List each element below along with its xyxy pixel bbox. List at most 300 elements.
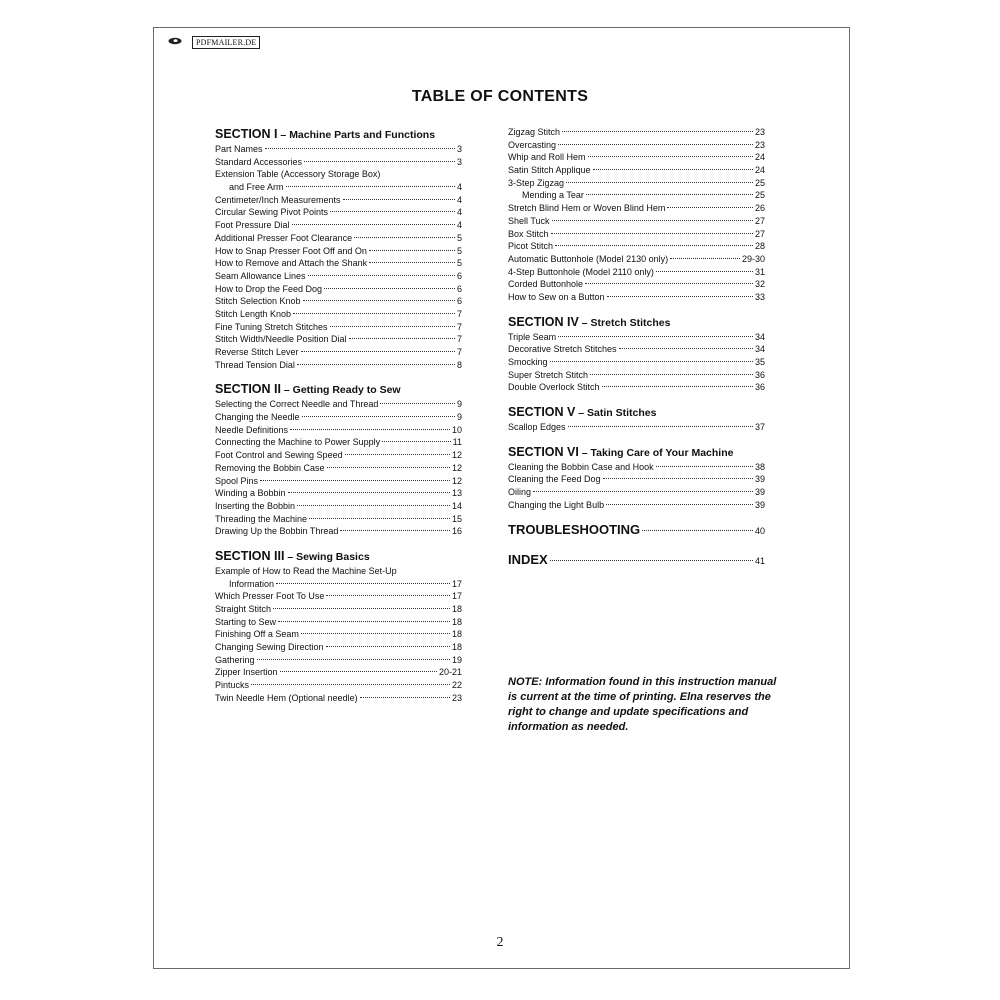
toc-entry [508,202,765,215]
toc-entry [215,462,462,475]
entry-page: 6 [456,296,462,307]
toc-entry [215,168,462,181]
toc-entry [508,343,765,356]
toc-entries [508,421,765,434]
dot-leader [382,441,451,442]
entry-label: Extension Table (Accessory Storage Box) [215,169,381,180]
dot-leader [301,351,455,352]
dot-leader [257,659,450,660]
entry-page: 25 [754,177,765,188]
dot-leader [550,361,753,362]
entry-page: 9 [456,412,462,423]
entry-page: 9 [456,399,462,410]
entry-page: 34 [754,331,765,342]
entry-label: Scallop Edges [508,422,566,433]
section-spacer [508,434,765,444]
section-title: SECTION VI [508,444,579,459]
entry-page: 36 [754,382,765,393]
entry-page: 13 [451,488,462,499]
page-title: TABLE OF CONTENTS [411,88,589,105]
dot-leader [309,518,450,519]
toc-entry [215,219,462,232]
entry-page: 20-21 [438,667,462,678]
entry-label: Twin Needle Hem (Optional needle) [215,692,358,703]
entry-label: Mending a Tear [522,190,584,201]
dot-leader [562,131,753,132]
toc-entry [215,411,462,424]
section-title: SECTION V [508,405,576,420]
dot-leader [558,336,753,337]
dot-leader [330,211,455,212]
section-heading [215,548,462,565]
toc-entry [215,359,462,372]
entry-label: Starting to Sew [215,616,277,627]
toc-entry [215,333,462,346]
dot-leader [380,403,455,404]
dot-leader [642,530,753,531]
toc-section [508,314,765,394]
pdf-stamp: PDFMAILER.DE [192,36,260,49]
entry-page: 18 [451,629,462,640]
dot-leader [349,338,455,339]
toc-entry [215,156,462,169]
toc-entry [215,475,462,488]
section-spacer [215,538,462,548]
toc-entry [508,177,765,190]
toc-entry [215,603,462,616]
entry-page: 33 [754,291,765,302]
entry-label: How to Drop the Feed Dog [215,283,323,294]
section-heading [215,381,462,398]
dot-leader [293,313,455,314]
entry-page: 11 [452,437,462,448]
dot-leader [286,186,455,187]
dot-leader [550,560,753,561]
entry-page: 16 [451,526,462,537]
entry-label: Changing Sewing Direction [215,642,324,653]
dot-leader [606,504,753,505]
toc-entry [215,321,462,334]
note-text: NOTE: Information found in this instruction manual is current at the time of printing. Elna reserves the right to change and update specifications and information as needed. [508,676,777,733]
entry-label: Changing the Needle [215,412,300,423]
toc-entry [215,181,462,194]
dot-leader [343,199,455,200]
entry-page: 23 [754,139,765,150]
dot-leader [551,233,753,234]
entry-page: 25 [754,190,765,201]
toc-entry [508,253,765,266]
entry-page: 24 [754,152,765,163]
dot-leader [555,245,753,246]
index-page: 41 [754,555,765,566]
toc-entry [508,486,765,499]
entry-label: Triple Seam [508,331,557,342]
dot-leader [619,348,753,349]
entry-label: Part Names [215,144,263,154]
dot-leader [297,364,455,365]
entry-label: Overcasting [508,139,557,150]
entry-label: Circular Sewing Pivot Points [215,207,329,218]
entry-label: Super Stretch Stitch [508,369,589,380]
dot-leader [276,583,450,584]
dot-leader [586,194,753,195]
toc-entry [508,473,765,486]
toc-entry [215,590,462,603]
dot-leader [585,283,753,284]
section-heading [215,126,462,143]
dot-leader [588,156,753,157]
entry-page: 12 [451,462,462,473]
entry-label: Connecting the Machine to Power Supply [215,437,381,448]
dot-leader [345,454,450,455]
entry-label: How to Remove and Attach the Shank [215,258,368,269]
entry-label: Thread Tension Dial [215,359,295,370]
toc-section [508,404,765,434]
section-spacer [215,371,462,381]
entry-label: Fine Tuning Stretch Stitches [215,321,328,332]
dot-leader [656,466,753,467]
toc-entry [215,565,462,578]
dot-leader [327,467,450,468]
entry-label: Selecting the Correct Needle and Thread [215,399,379,410]
toc-entry [508,151,765,164]
entry-label: Additional Presser Foot Clearance [215,232,353,243]
entry-page: 14 [451,500,462,511]
index-label: INDEX [508,551,548,567]
entry-label: Which Presser Foot To Use [215,591,325,602]
toc-left-column [215,126,462,705]
entry-label: Smocking [508,357,548,367]
entry-page: 23 [451,692,462,703]
toc-entry [215,424,462,437]
dot-leader [566,182,753,183]
section-title: SECTION IV [508,314,579,329]
toc-entries [508,126,765,304]
entry-label: Standard Accessories [215,156,303,167]
entry-label: 3-Step Zigzag [508,177,565,188]
toc-entry [215,449,462,462]
entry-page: 4 [456,182,462,193]
index-entry [508,552,765,572]
entry-page: 26 [754,203,765,214]
entry-label: Zipper Insertion [215,667,278,678]
dot-leader [533,491,753,492]
toc-entry [215,245,462,258]
entry-page: 4 [456,220,462,231]
entry-page: 7 [456,321,462,332]
entry-label: Centimeter/Inch Measurements [215,194,341,205]
entry-label: Stitch Length Knob [215,308,292,319]
entry-page: 10 [451,424,462,435]
section-heading [508,404,765,421]
toc-entry [215,578,462,591]
entry-page: 4 [456,194,462,205]
dot-leader [330,326,455,327]
entry-page: 36 [754,369,765,380]
entry-page: 28 [754,241,765,252]
toc-entry [508,189,765,202]
entry-page: 19 [451,654,462,665]
dot-leader [265,148,455,149]
entry-label: Cleaning the Bobbin Case and Hook [508,461,654,472]
section-title: SECTION III [215,548,285,563]
entry-page: 7 [456,308,462,319]
entry-page: 29-30 [741,253,765,264]
entry-page: 24 [754,165,765,176]
entry-page: 39 [754,474,765,485]
entry-label: Stitch Selection Knob [215,296,301,307]
section-subtitle: – Machine Parts and Functions [277,129,436,141]
toc-entry [215,308,462,321]
toc-entry [215,500,462,513]
entry-page: 23 [754,127,765,137]
entry-label: Picot Stitch [508,241,554,252]
toc-entry [508,421,765,434]
toc-entry [215,398,462,411]
dot-leader [670,258,740,259]
dot-leader [354,237,455,238]
toc-entry [215,206,462,219]
toc-entry [508,381,765,394]
dot-leader [304,161,455,162]
troubleshooting-entry [508,522,765,542]
entry-page: 39 [754,487,765,498]
entry-page: 27 [754,228,765,239]
entry-page: 6 [456,283,462,294]
entry-page: 39 [754,499,765,510]
entry-page: 6 [456,270,462,281]
entry-label: Finishing Off a Seam [215,629,299,640]
entry-page: 15 [451,513,462,524]
toc-entry [508,240,765,253]
dot-leader [280,671,437,672]
dot-leader [568,426,753,427]
dot-leader [290,429,450,430]
dot-leader [340,530,450,531]
toc-entry [215,283,462,296]
toc-right-column [508,126,765,572]
section-spacer [508,394,765,404]
entry-label: Automatic Buttonhole (Model 2130 only) [508,253,669,264]
entry-page: 5 [456,258,462,269]
dot-leader [369,262,455,263]
section-subtitle: – Getting Ready to Sew [280,384,401,397]
toc-entry [508,278,765,291]
toc-entry [215,616,462,629]
dot-leader [288,492,450,493]
entry-page: 7 [456,347,462,357]
entry-label: Corded Buttonhole [508,279,584,290]
section-subtitle: – Taking Care of Your Machine [578,446,734,459]
dot-leader [603,478,753,479]
entry-label: Satin Stitch Applique [508,165,591,176]
toc-entries [215,143,462,371]
entry-page: 31 [754,266,765,277]
eye-logo-icon [168,37,182,45]
entry-label: How to Sew on a Button [508,291,605,302]
dot-leader [302,416,455,417]
entry-label: Reverse Stitch Lever [215,347,299,357]
entry-label: Oiling [508,487,532,498]
toc-section [508,444,765,512]
section-subtitle: – Sewing Basics [284,550,370,563]
toc-entry [508,164,765,177]
toc-entry [215,654,462,667]
entry-label: How to Snap Presser Foot Off and On [215,245,367,256]
entry-label: Box Stitch [508,228,549,239]
entry-label: Stitch Width/Needle Position Dial [215,334,347,345]
toc-entries [215,565,462,705]
toc-entry [215,628,462,641]
toc-entry [215,270,462,283]
page-number: 2 [496,935,504,950]
troubleshooting-label: TROUBLESHOOTING [508,521,641,537]
entry-label: Example of How to Read the Machine Set-Up [215,565,397,576]
toc-entry [508,331,765,344]
entry-page: 22 [451,680,462,691]
entry-page: 7 [456,334,462,345]
entry-page: 17 [451,578,462,589]
section-subtitle: – Stretch Stitches [578,316,671,329]
toc-section [215,381,462,538]
entry-page: 32 [754,279,765,290]
entry-label: Foot Pressure Dial [215,220,290,231]
toc-entries [508,461,765,512]
toc-entries [508,331,765,394]
dot-leader [360,697,450,698]
entry-label: Decorative Stretch Stitches [508,344,617,355]
section-spacer [508,304,765,314]
dot-leader [273,608,450,609]
dot-leader [260,480,450,481]
dot-leader [326,595,450,596]
dot-leader [326,646,450,647]
entry-label: Seam Allowance Lines [215,270,306,281]
entry-page: 5 [456,232,462,243]
dot-leader [297,505,450,506]
entry-page: 35 [754,357,765,367]
dot-leader [607,296,753,297]
entry-label: Whip and Roll Hem [508,152,586,163]
dot-leader [552,220,753,221]
entry-label: Drawing Up the Bobbin Thread [215,526,339,537]
dot-leader [593,169,753,170]
entry-label: Gathering [215,654,255,665]
dot-leader [369,250,455,251]
entry-label: 4-Step Buttonhole (Model 2110 only) [508,266,654,277]
entry-label: Winding a Bobbin [215,488,286,499]
toc-entry [215,666,462,679]
dot-leader [303,300,455,301]
toc-entry [508,369,765,382]
toc-entry [215,487,462,500]
entry-label: Pintucks [215,680,250,691]
toc-entry [508,266,765,279]
toc-entry [215,679,462,692]
entry-label: Inserting the Bobbin [215,500,296,511]
entry-page: 18 [451,642,462,653]
entry-label: Stretch Blind Hem or Woven Blind Hem [508,203,666,214]
section-heading [508,444,765,461]
toc-section [508,126,765,304]
toc-entry [215,513,462,526]
toc-section [215,548,462,705]
toc-entry [508,139,765,152]
section-heading [508,314,765,331]
dot-leader [667,207,753,208]
toc-entry [215,194,462,207]
toc-entry [508,499,765,512]
toc-section [215,126,462,371]
toc-entry [215,525,462,538]
entry-page: 37 [754,422,765,433]
entry-page: 34 [754,344,765,355]
entry-page: 17 [451,591,462,602]
toc-entry [508,228,765,241]
toc-entry [215,143,462,156]
dot-leader [301,633,450,634]
toc-entry [508,461,765,474]
entry-label: Changing the Light Bulb [508,499,605,510]
toc-entry [215,436,462,449]
entry-page: 38 [754,461,765,472]
entry-label: Threading the Machine [215,513,308,524]
entry-label: Needle Definitions [215,424,289,435]
toc-entry [508,356,765,369]
troubleshooting-page: 40 [754,525,765,536]
entry-page: 5 [456,245,462,256]
toc-entry [215,641,462,654]
entry-label: Information [229,578,275,589]
dot-leader [558,144,753,145]
entry-label: Foot Control and Sewing Speed [215,450,343,461]
entry-page: 12 [451,450,462,461]
dot-leader [292,224,455,225]
section-subtitle: – Satin Stitches [575,407,657,420]
toc-entries [215,398,462,538]
entry-page: 3 [456,144,462,154]
toc-entry [215,346,462,359]
section-spacer [508,542,765,552]
entry-page: 27 [754,215,765,226]
toc-entry [215,692,462,705]
entry-page: 4 [456,207,462,218]
entry-page: 12 [451,475,462,486]
section-title: SECTION I [215,127,278,141]
entry-label: Zigzag Stitch [508,127,561,137]
entry-page: 18 [451,616,462,627]
section-title: SECTION II [215,382,281,397]
toc-entry [508,126,765,139]
dot-leader [278,621,450,622]
dot-leader [324,288,455,289]
toc-entry [215,295,462,308]
section-spacer [508,512,765,522]
entry-label: Cleaning the Feed Dog [508,474,601,485]
dot-leader [590,374,753,375]
dot-leader [656,271,753,272]
dot-leader [308,275,455,276]
dot-leader [602,386,753,387]
entry-label: and Free Arm [229,182,284,193]
entry-label: Shell Tuck [508,215,550,226]
entry-page: 3 [456,156,462,167]
entry-label: Double Overlock Stitch [508,382,600,393]
entry-label: Spool Pins [215,475,259,486]
toc-entry [215,257,462,270]
entry-label: Removing the Bobbin Case [215,462,325,473]
toc-entry [508,215,765,228]
